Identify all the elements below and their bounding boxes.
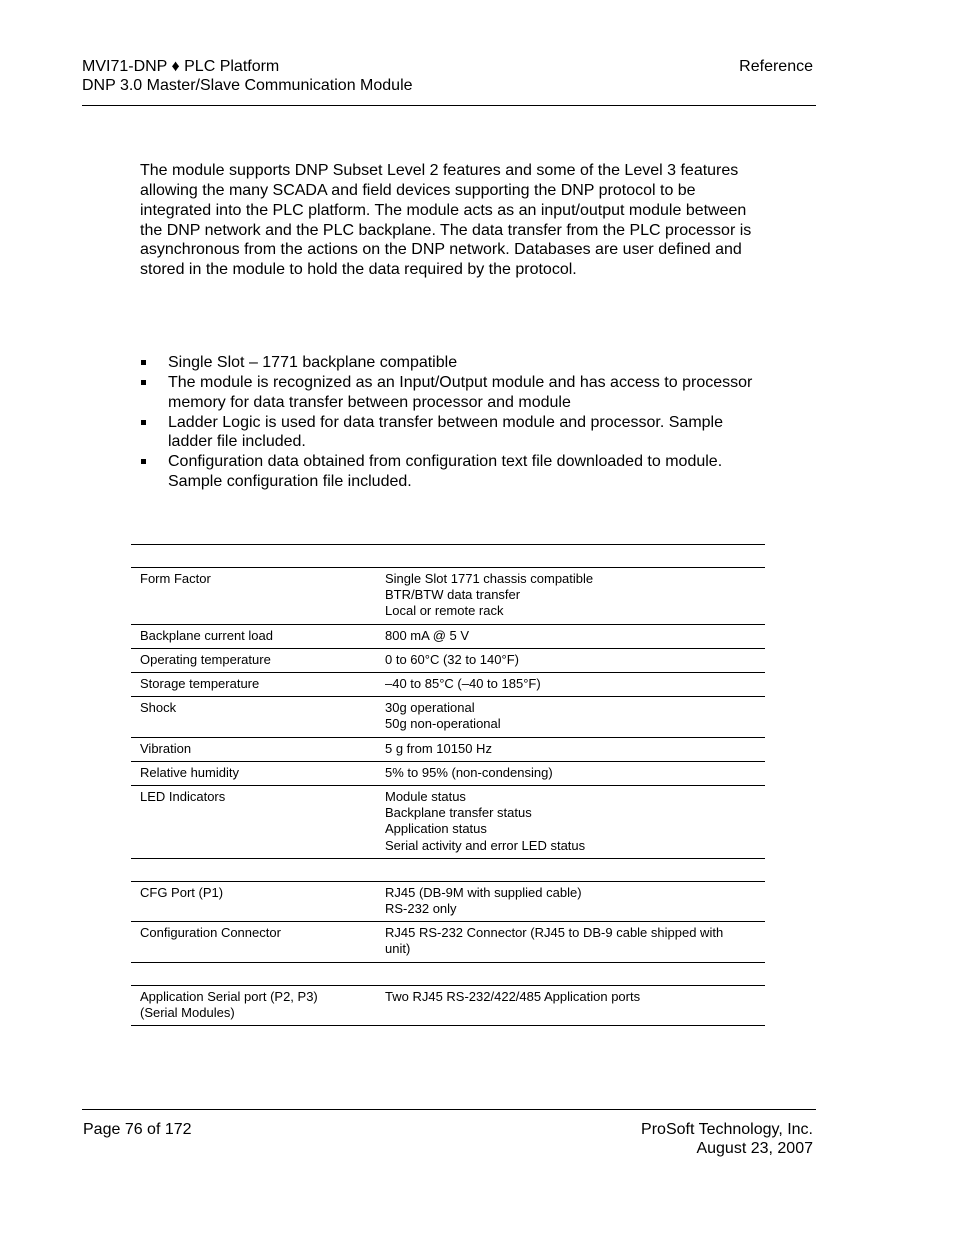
table-row [131, 737, 765, 761]
spec-value: 800 mA @ 5 V [376, 624, 765, 648]
footer-divider [82, 1109, 816, 1110]
spec-key: Form Factor [131, 568, 376, 625]
list-item [140, 413, 765, 453]
header-left [82, 57, 413, 95]
table-row [131, 761, 765, 785]
footer-page-number: Page 76 of 172 [83, 1121, 192, 1138]
spec-value: Module status Backplane transfer status Application status Serial activity and error LED status [376, 786, 765, 859]
list-item [140, 373, 765, 413]
spec-key: Relative humidity [131, 761, 376, 785]
list-item [140, 452, 765, 492]
spec-key: Shock [131, 697, 376, 737]
table-row [131, 673, 765, 697]
list-item-text: The module is recognized as an Input/Output module and has access to processor memory for data transfer between processor and module [168, 373, 753, 411]
footer-company: ProSoft Technology, Inc. [641, 1121, 813, 1138]
table-row [131, 697, 765, 737]
spec-key: LED Indicators [131, 786, 376, 859]
spec-value: –40 to 85°C (–40 to 185°F) [376, 673, 765, 697]
spec-key: Storage temperature [131, 673, 376, 697]
spec-value: Single Slot 1771 chassis compatible BTR/BTW data transfer Local or remote rack [376, 568, 765, 625]
spec-key: Backplane current load [131, 624, 376, 648]
footer-right [641, 1120, 813, 1158]
list-item-text: Ladder Logic is used for data transfer between module and processor. Sample ladder file included. [168, 413, 723, 451]
footer-date: August 23, 2007 [696, 1140, 813, 1157]
header-subtitle: DNP 3.0 Master/Slave Communication Module [82, 77, 413, 94]
spec-key: Configuration Connector [131, 922, 376, 962]
header-section: Reference [739, 58, 813, 75]
spec-value: Two RJ45 RS-232/422/485 Application ports [376, 985, 765, 1025]
table-row [131, 648, 765, 672]
spec-key: Operating temperature [131, 648, 376, 672]
list-item-text: Single Slot – 1771 backplane compatible [168, 354, 458, 371]
table-row [131, 624, 765, 648]
spec-value: 30g operational 50g non-operational [376, 697, 765, 737]
table-row [131, 922, 765, 962]
spec-key: CFG Port (P1) [131, 881, 376, 921]
table-row [131, 881, 765, 921]
specification-table [131, 544, 765, 1026]
intro-paragraph: The module supports DNP Subset Level 2 features and some of the Level 3 features allowing the many SCADA and field devices supporting the DNP protocol to be integrated into the PLC platform. The module acts as an input/output module between the DNP network and the PLC backplane. The data transfer from the PLC processor is asynchronous from the actions on the DNP network. Databases are user defined and stored in the module to hold the data required by the protocol. [140, 162, 752, 279]
feature-list [140, 353, 765, 492]
square-bullet-icon [141, 360, 146, 365]
square-bullet-icon [141, 420, 146, 425]
header-product: MVI71-DNP ♦ PLC Platform [82, 58, 280, 75]
spec-value: 5% to 95% (non-condensing) [376, 761, 765, 785]
list-item-text: Configuration data obtained from configuration text file downloaded to module. Sample configuration file included. [168, 453, 723, 491]
table-row [131, 985, 765, 1025]
header-divider [82, 105, 816, 106]
table-section-spacer [131, 858, 765, 881]
spec-value: RJ45 (DB-9M with supplied cable) RS-232 only [376, 881, 765, 921]
square-bullet-icon [141, 459, 146, 464]
table-section-spacer [131, 545, 765, 568]
table-row [131, 568, 765, 625]
spec-key: Application Serial port (P2, P3) (Serial Modules) [131, 985, 376, 1025]
table-row [131, 786, 765, 859]
list-item [140, 353, 765, 373]
table-section-spacer [131, 962, 765, 985]
spec-value: RJ45 RS-232 Connector (RJ45 to DB-9 cable shipped with unit) [376, 922, 765, 962]
spec-key: Vibration [131, 737, 376, 761]
square-bullet-icon [141, 380, 146, 385]
spec-value: 0 to 60°C (32 to 140°F) [376, 648, 765, 672]
spec-value: 5 g from 10150 Hz [376, 737, 765, 761]
